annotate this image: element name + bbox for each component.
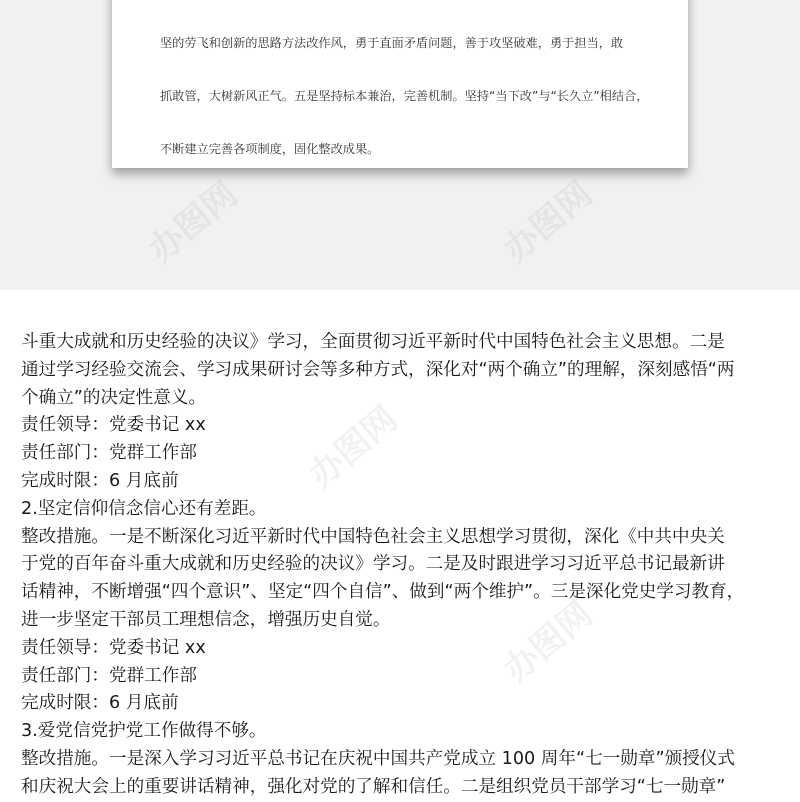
responsible-leader: 责任领导：党委书记 xx <box>21 637 206 658</box>
body-line: 通过学习经验交流会、学习成果研讨会等多种方式，深化对“两个确立”的理解，深刻感悟“两 <box>21 359 735 380</box>
responsible-department: 责任部门：党群工作部 <box>21 443 197 464</box>
body-line: 整改措施。一是深入学习习近平总书记在庆祝中国共产党成立 100 周年“七一勋章”颁授仪式 <box>21 748 735 769</box>
body-line: 进一步坚定干部员工理想信念，增强历史自觉。 <box>21 609 391 630</box>
body-line: 个确立”的决定性意义。 <box>21 387 207 408</box>
preview-line: 坚的劳飞和创新的思路方法改作风，勇于直面矛盾问题，善于攻坚破难，勇于担当，敢 <box>160 36 624 51</box>
body-line: 斗重大成就和历史经验的决议》学习，全面贯彻习近平新时代中国特色社会主义思想。二是 <box>21 332 725 352</box>
watermark: 办图网 <box>496 594 601 691</box>
responsible-department: 责任部门：党群工作部 <box>21 665 197 686</box>
document-body <box>21 329 786 802</box>
body-line: 话精神，不断增强“四个意识”、坚定“四个自信”、做到“两个维护”。三是深化党史学习教育， <box>21 582 745 603</box>
body-line: 和庆祝大会上的重要讲话精神，强化对党的了解和信任。二是组织党员干部学习“七一勋章” <box>21 776 726 797</box>
issue-heading: 2.坚定信仰信念信心还有差距。 <box>21 498 267 519</box>
preview-line: 抓敢管，大树新风正气。五是坚持标本兼治，完善机制。坚持“当下改”与“长久立”相结合， <box>160 88 649 103</box>
responsible-leader: 责任领导：党委书记 xx <box>21 415 206 436</box>
preview-text <box>160 0 660 168</box>
preview-area <box>0 0 800 290</box>
preview-line: 不断建立完善各项制度，固化整改成果。 <box>160 141 380 156</box>
document-preview-card <box>112 0 688 168</box>
deadline: 完成时限：6 月底前 <box>21 693 179 714</box>
body-line: 于党的百年奋斗重大成就和历史经验的决议》学习。二是及时跟进学习习近平总书记最新讲 <box>21 554 725 575</box>
issue-heading: 3.爱党信党护党工作做得不够。 <box>21 721 267 742</box>
watermark: 办图网 <box>301 399 406 496</box>
body-line: 整改措施。一是不断深化习近平新时代中国特色社会主义思想学习贯彻，深化《中共中央关 <box>21 526 725 547</box>
deadline: 完成时限：6 月底前 <box>21 470 179 491</box>
